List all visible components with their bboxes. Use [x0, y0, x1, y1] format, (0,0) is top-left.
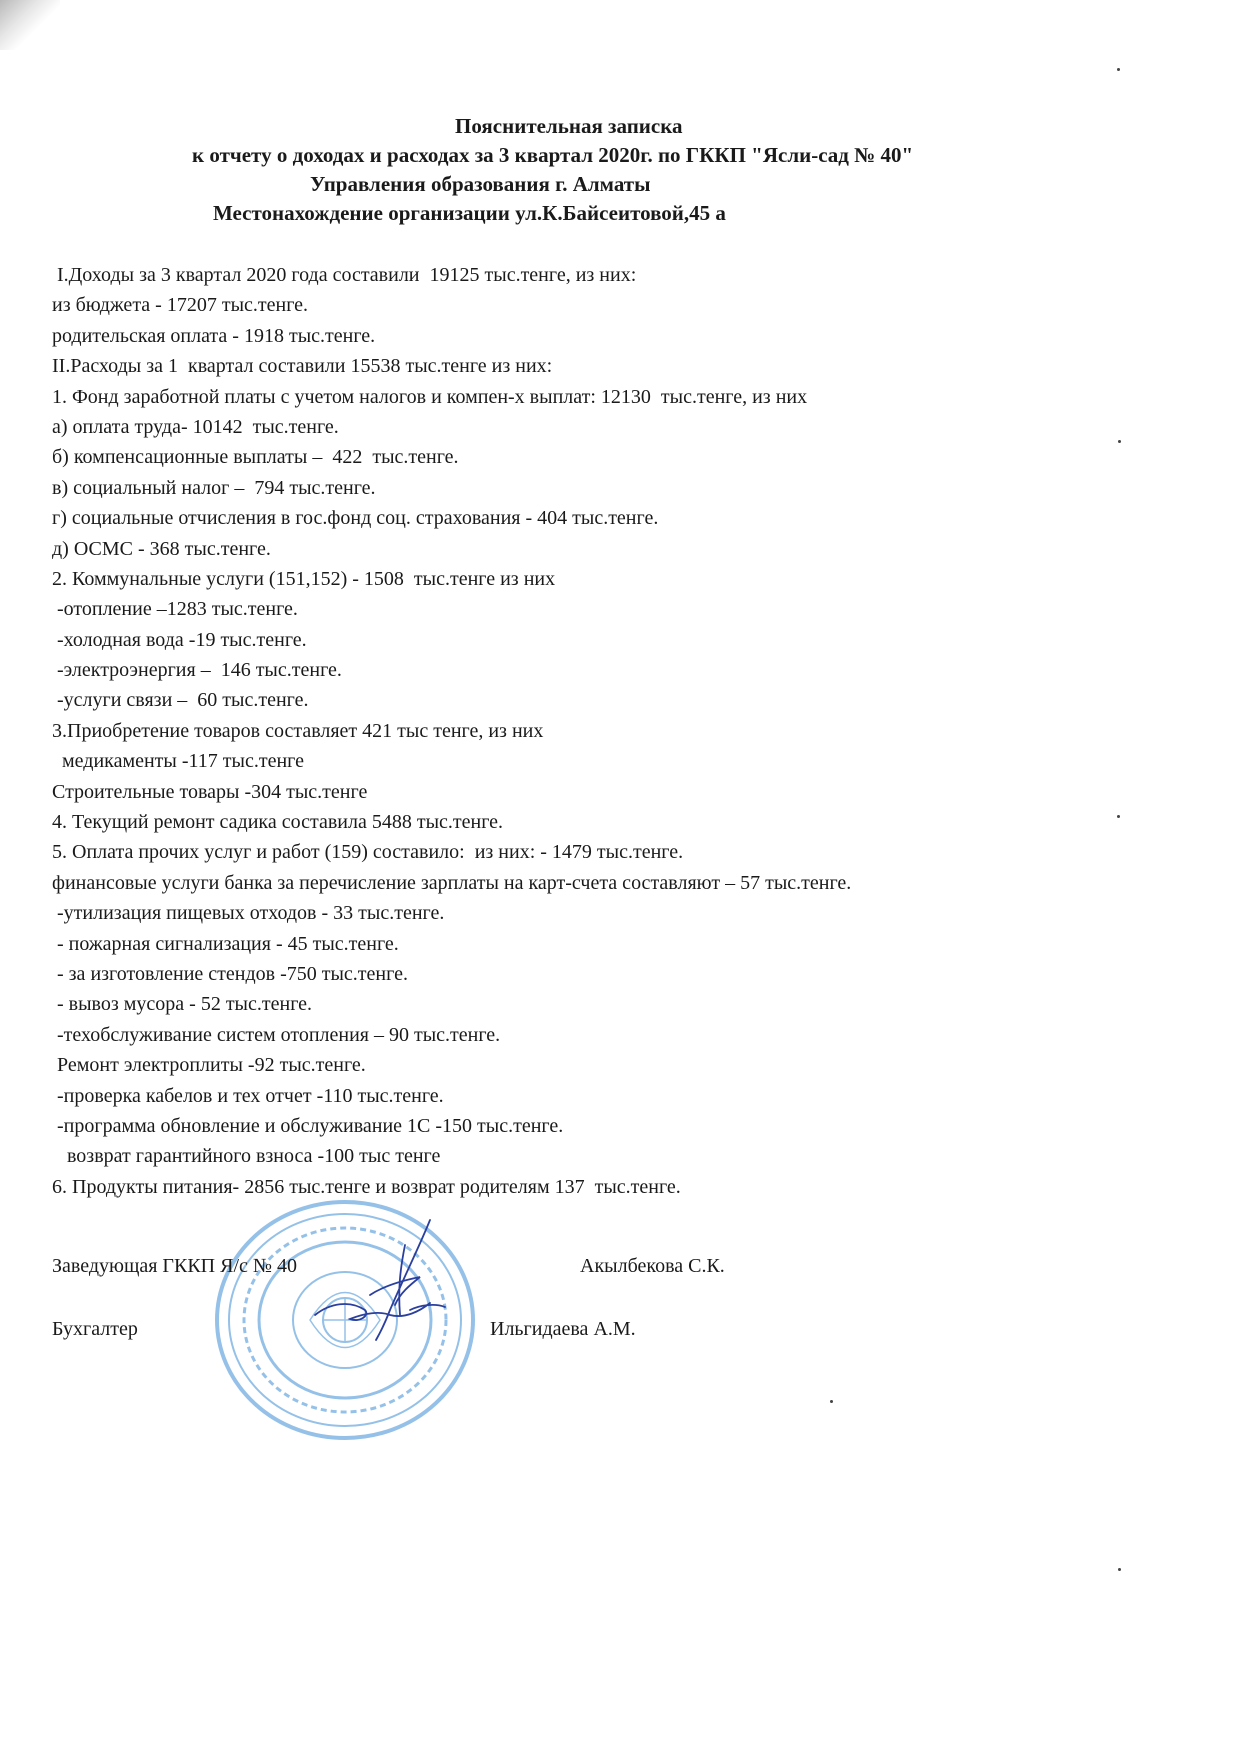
header-title: Пояснительная записка [455, 114, 683, 138]
report-line: финансовые услуги банка за перечисление зарплаты на карт-счета составляют – 57 тыс.тенге. [52, 871, 852, 894]
director-title: Заведующая ГККП Я/с № 40 [52, 1255, 297, 1277]
report-line: Строительные товары -304 тыс.тенге [52, 780, 368, 803]
report-line: - вывоз мусора - 52 тыс.тенге. [52, 993, 313, 1016]
accountant-title: Бухгалтер [52, 1318, 138, 1340]
accountant-name: Ильгидаева А.М. [490, 1318, 636, 1340]
report-line: - пожарная сигнализация - 45 тыс.тенге. [52, 932, 399, 955]
report-line: -отопление –1283 тыс.тенге. [52, 598, 298, 621]
scan-speck [1118, 440, 1121, 443]
director-name: Акылбекова С.К. [580, 1255, 725, 1277]
report-line: -электроэнергия – 146 тыс.тенге. [52, 659, 342, 682]
report-line: из бюджета - 17207 тыс.тенге. [52, 294, 309, 317]
scan-speck [1117, 68, 1120, 71]
report-line: -утилизация пищевых отходов - 33 тыс.тенге. [52, 902, 445, 925]
report-line: -техобслуживание систем отопления – 90 тыс.тенге. [52, 1023, 501, 1046]
header-department: Управления образования г. Алматы [310, 172, 651, 196]
report-line: -холодная вода -19 тыс.тенге. [52, 628, 307, 651]
handwritten-signature-icon [310, 1215, 490, 1345]
report-line: II.Расходы за 1 квартал составили 15538 тыс.тенге из них: [52, 355, 553, 378]
report-line: возврат гарантийного взноса -100 тыс тенге [52, 1145, 441, 1168]
report-line: а) оплата труда- 10142 тыс.тенге. [52, 415, 339, 438]
header-subtitle: к отчету о доходах и расходах за 3 квартал 2020г. по ГККП "Ясли-сад № 40" [192, 143, 914, 167]
report-line: I.Доходы за 3 квартал 2020 года составили 19125 тыс.тенге, из них: [52, 264, 637, 286]
scan-corner-mark [0, 0, 60, 50]
report-line: -проверка кабелов и тех отчет -110 тыс.тенге. [52, 1084, 444, 1107]
report-line: 4. Текущий ремонт садика составила 5488 тыс.тенге. [52, 811, 504, 834]
report-line: 2. Коммунальные услуги (151,152) - 1508 тыс.тенге из них [52, 567, 556, 590]
report-line: 3.Приобретение товаров составляет 421 тыс тенге, из них [52, 719, 544, 742]
report-line: -программа обновление и обслуживание 1С -150 тыс.тенге. [52, 1114, 564, 1137]
scan-speck [1117, 815, 1120, 818]
scan-speck [830, 1400, 833, 1403]
report-line: Ремонт электроплиты -92 тыс.тенге. [52, 1054, 366, 1077]
header-address: Местонахождение организации ул.К.Байсеитовой,45 а [213, 201, 726, 225]
report-line: 1. Фонд заработной платы с учетом налогов и компен-х выплат: 12130 тыс.тенге, из них [52, 385, 808, 408]
report-line: д) ОСМС - 368 тыс.тенге. [52, 537, 271, 560]
report-line: 5. Оплата прочих услуг и работ (159) составило: из них: - 1479 тыс.тенге. [52, 841, 684, 864]
report-line: б) компенсационные выплаты – 422 тыс.тенге. [52, 446, 459, 469]
report-body [52, 260, 851, 1202]
report-line: г) социальные отчисления в гос.фонд соц. страхования - 404 тыс.тенге. [52, 507, 659, 530]
report-line: -услуги связи – 60 тыс.тенге. [52, 689, 309, 712]
report-line: 6. Продукты питания- 2856 тыс.тенге и возврат родителям 137 тыс.тенге. [52, 1175, 681, 1198]
report-line: родительская оплата - 1918 тыс.тенге. [52, 324, 376, 347]
scan-speck [1118, 1568, 1121, 1571]
report-line: - за изготовление стендов -750 тыс.тенге. [52, 962, 408, 985]
report-line: в) социальный налог – 794 тыс.тенге. [52, 476, 376, 499]
report-line: медикаменты -117 тыс.тенге [52, 750, 304, 773]
